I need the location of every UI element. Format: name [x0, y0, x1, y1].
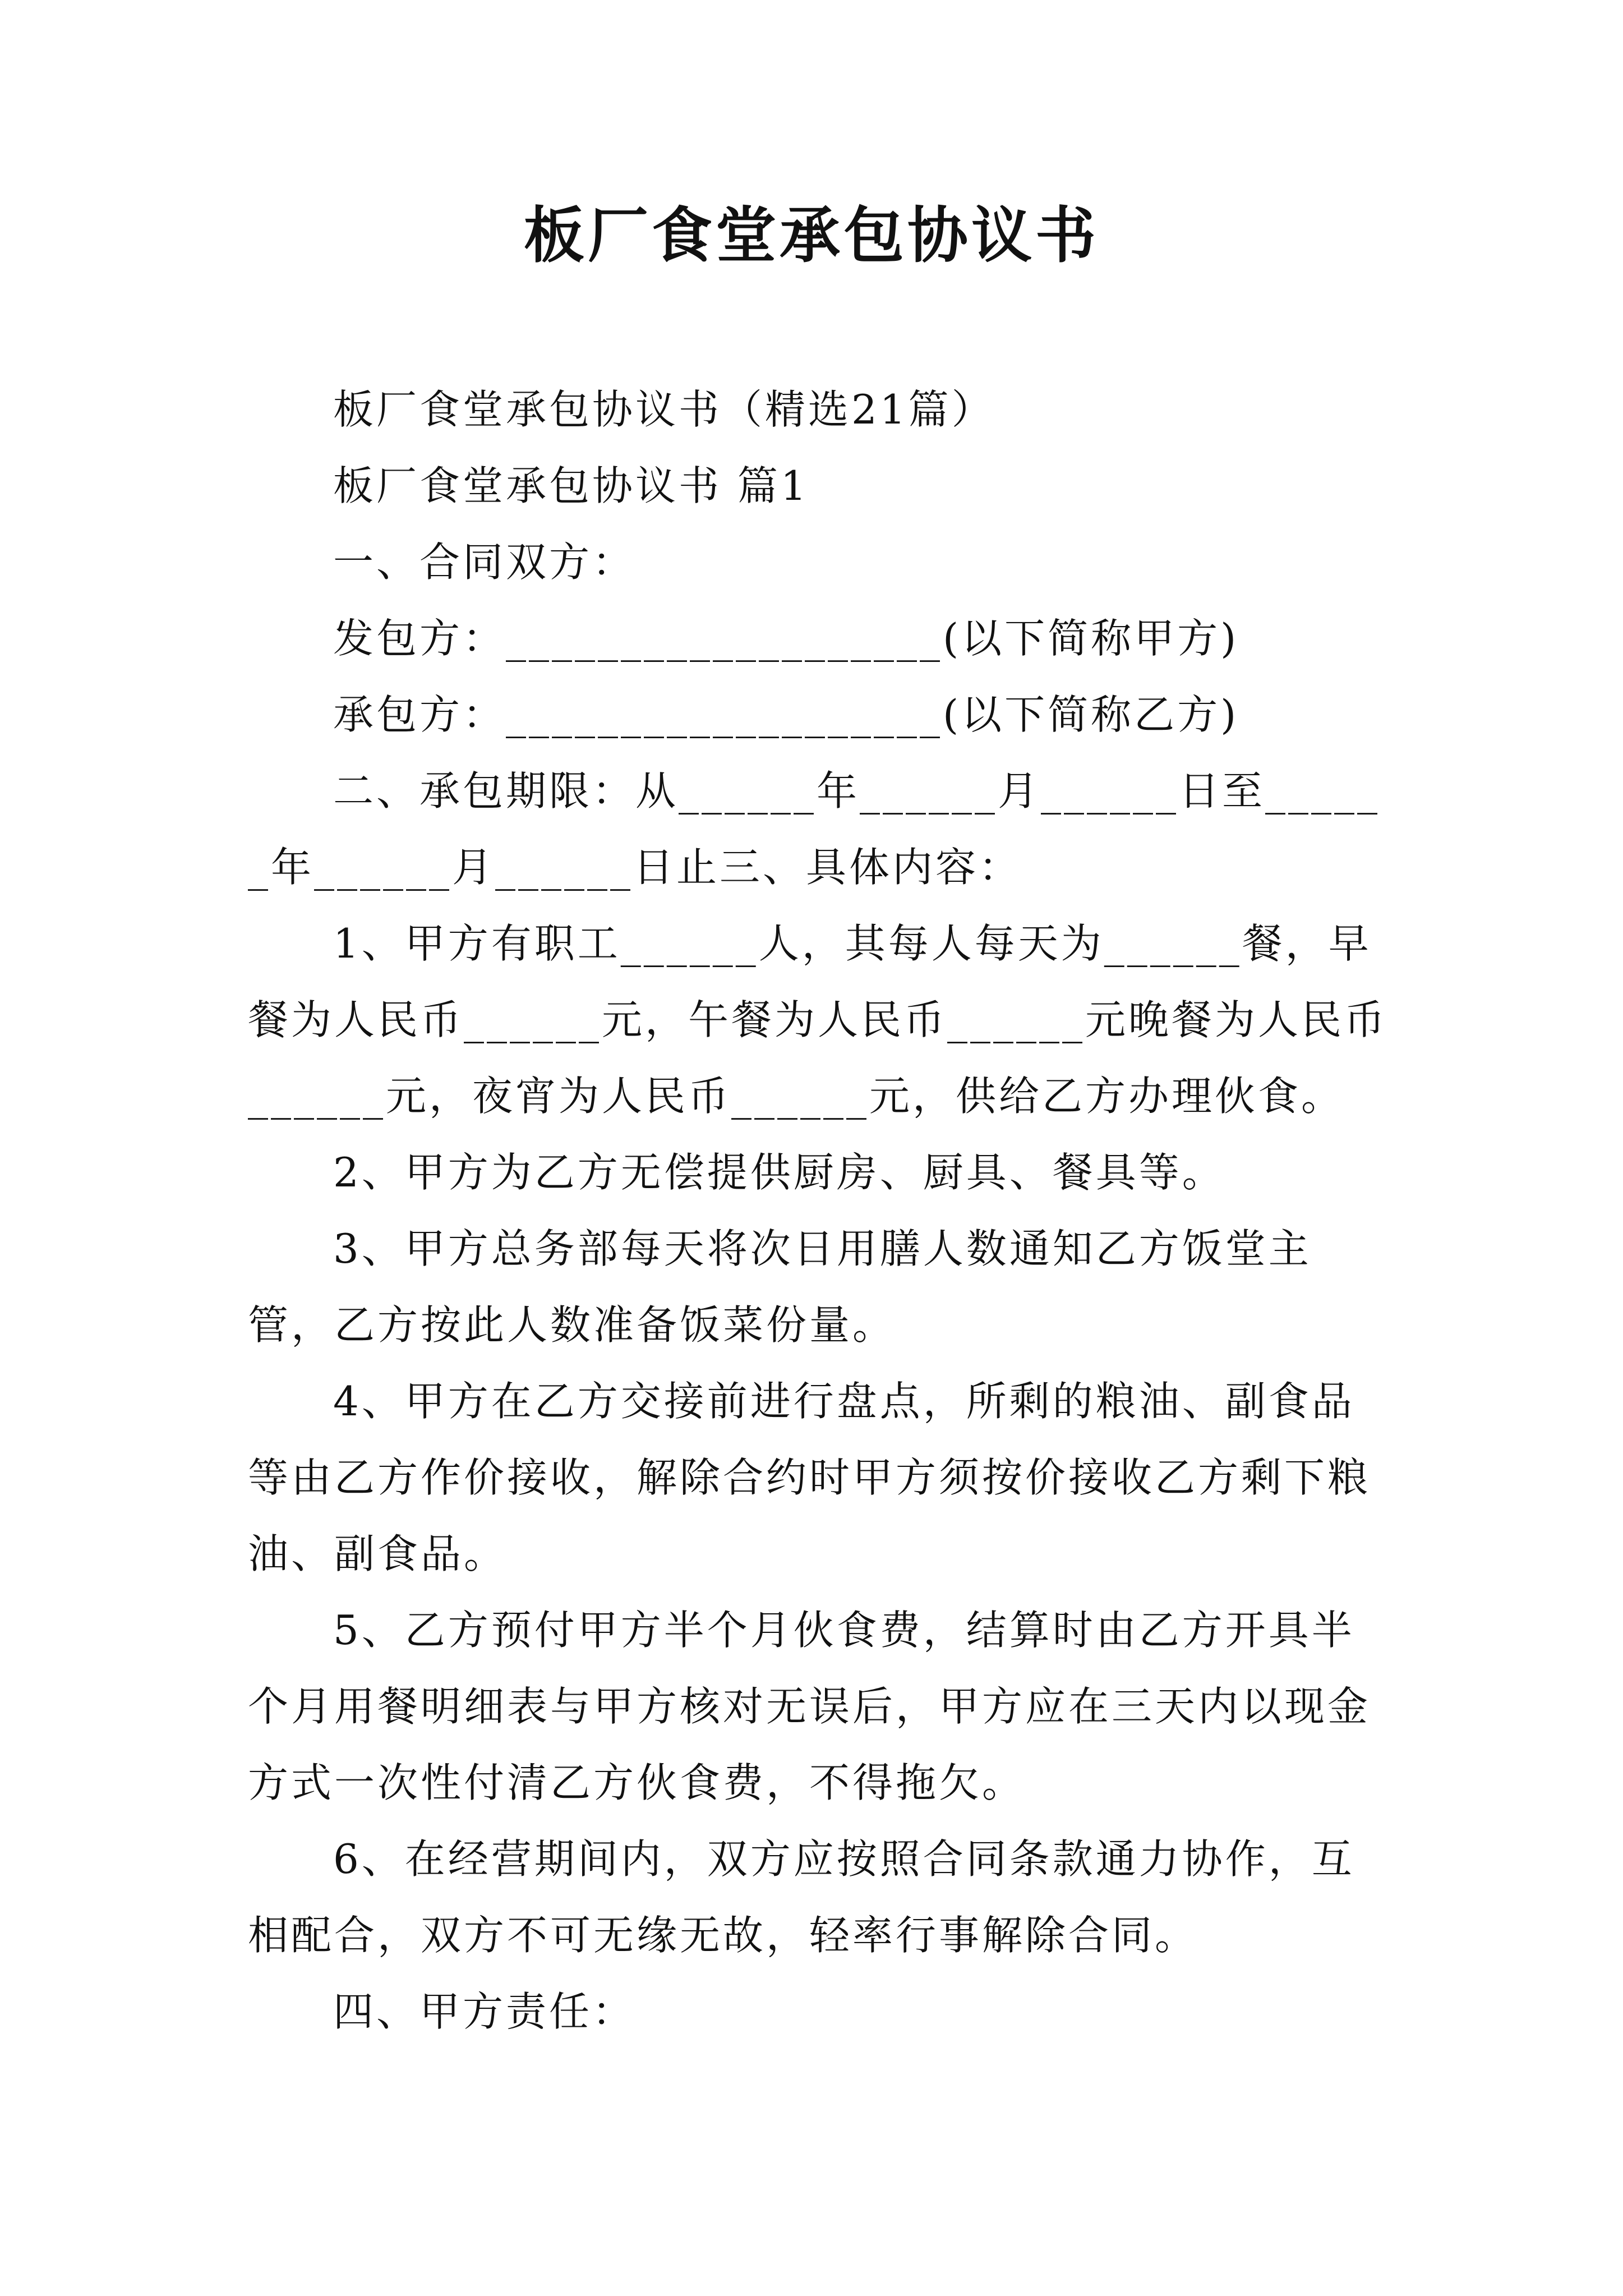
paragraph-subtitle: 板厂食堂承包协议书（精选21篇） [333, 386, 995, 433]
paragraph-item-3: 3、甲方总务部每天将次日用膳人数通知乙方饭堂主管，乙方按此人数准备饭菜份量。 [248, 1225, 1312, 1349]
document-body [248, 371, 1392, 2050]
paragraph-item-1: 1、甲方有职工______人，其每人每天为______餐，早餐为人民币______元，午餐为人民币______元晚餐为人民币______元，夜宵为人民币______元，供给乙方办理伙食。 [248, 920, 1388, 1120]
paragraph-party-b: 承包方：___________________(以下简称乙方) [333, 691, 1239, 738]
paragraph-item-6: 6、在经营期间内，双方应按照合同条款通力协作，互相配合，双方不可无缘无故，轻率行事解除合同。 [248, 1835, 1355, 1959]
paragraph-term: 二、承包期限：从______年______月______日至______年______月______日止三、具体内容： [248, 767, 1381, 891]
paragraph-party-a: 发包方：___________________(以下简称甲方) [333, 615, 1239, 662]
paragraph-parties-heading: 一、合同双方： [333, 539, 636, 586]
paragraph-section-heading: 板厂食堂承包协议书 篇1 [333, 462, 809, 509]
paragraph-item-4: 4、甲方在乙方交接前进行盘点，所剩的粮油、副食品等由乙方作价接收，解除合约时甲方须按价接收乙方剩下粮油、副食品。 [248, 1378, 1371, 1577]
paragraph-item-2: 2、甲方为乙方无偿提供厨房、厨具、餐具等。 [333, 1149, 1225, 1196]
paragraph-party-a-duties-heading: 四、甲方责任： [333, 1988, 636, 2035]
paragraph-item-5: 5、乙方预付甲方半个月伙食费，结算时由乙方开具半个月用餐明细表与甲方核对无误后，甲方应在三天内以现金方式一次性付清乙方伙食费，不得拖欠。 [248, 1607, 1371, 1806]
document-title: 板厂食堂承包协议书 [523, 200, 1099, 271]
